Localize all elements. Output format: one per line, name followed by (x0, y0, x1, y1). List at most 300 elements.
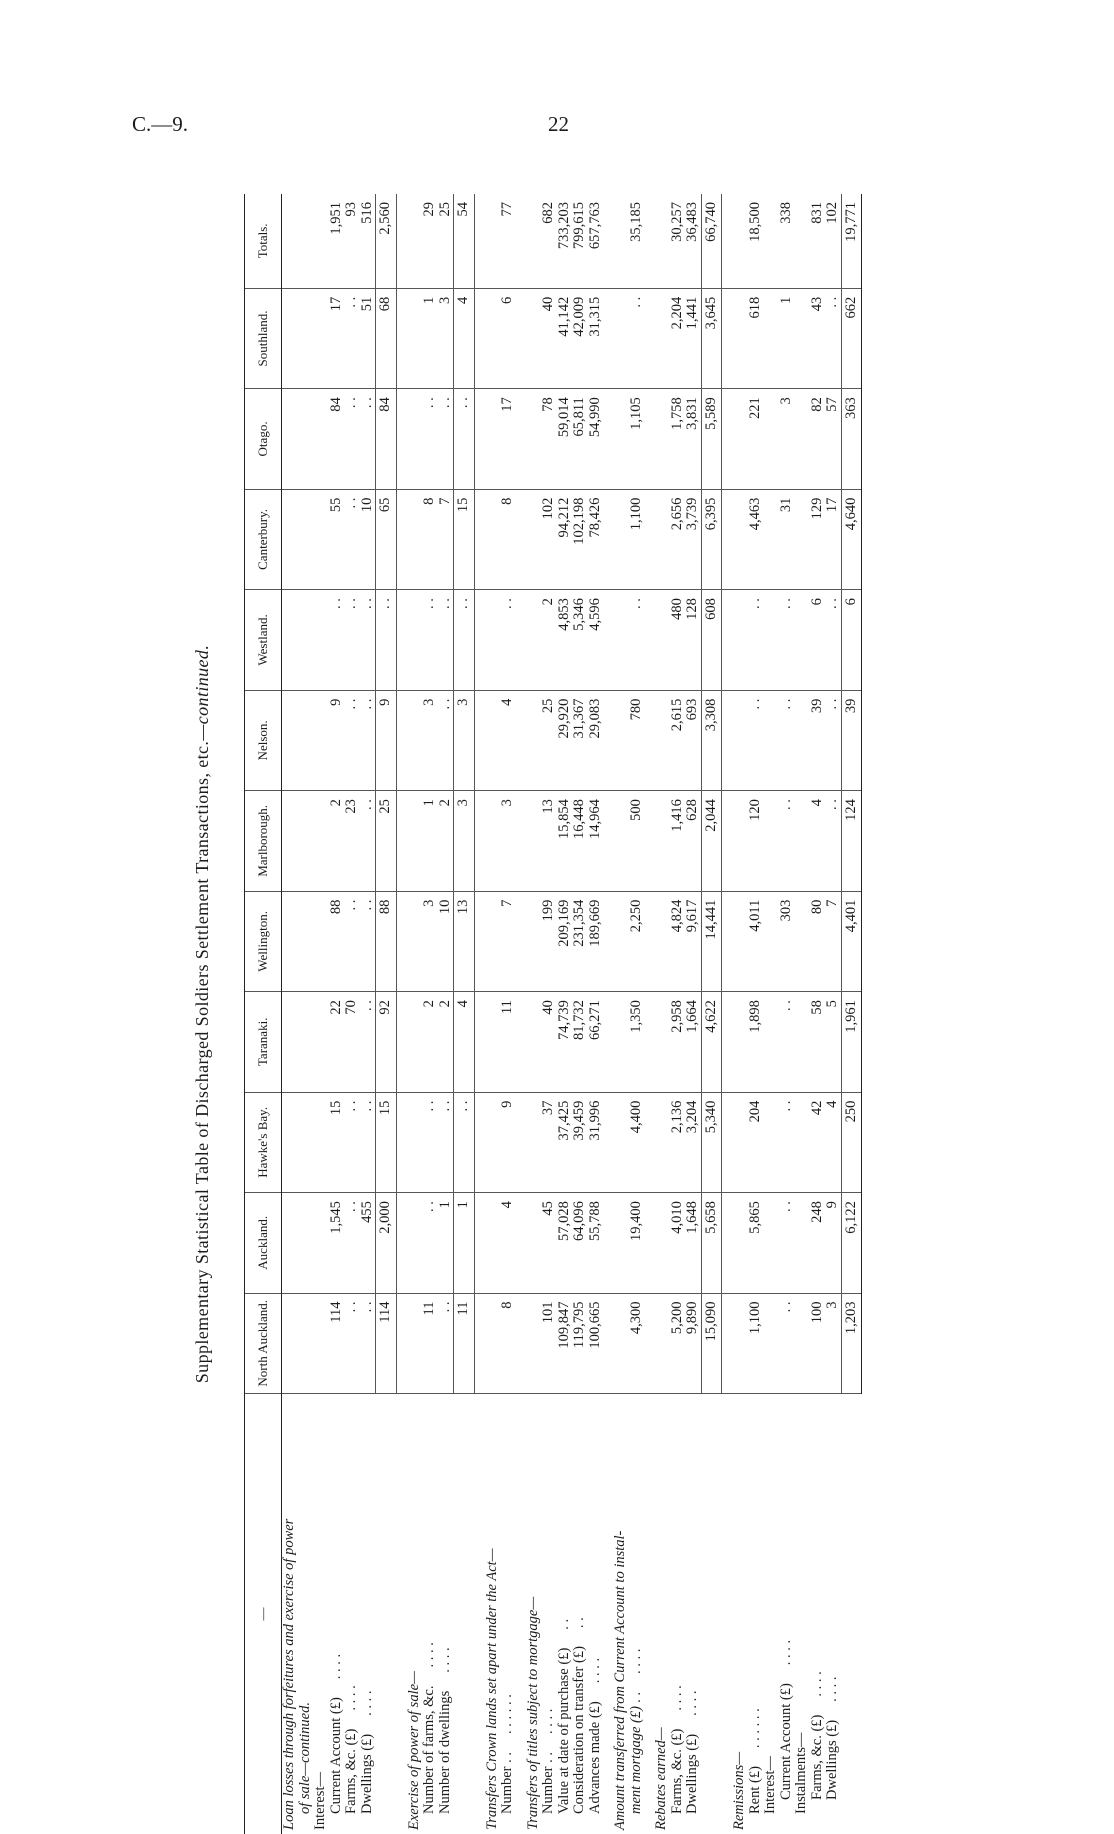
value-cell: . . (360, 891, 376, 991)
value-cell: 780 (629, 690, 645, 790)
value-cell: 693 (685, 690, 701, 790)
value-cell: 15 (454, 489, 475, 589)
empty-cell (654, 891, 670, 991)
row-label-text: Amount transferred from Current Account to instal- (612, 1530, 628, 1830)
column-header: Taranaki. (245, 992, 282, 1092)
value-cell: 2,204 (670, 288, 686, 388)
empty-cell (794, 1193, 810, 1293)
total-cell: 29 (422, 194, 438, 288)
value-cell: . . (779, 1293, 795, 1393)
value-cell: 3 (454, 791, 475, 891)
value-cell: 10 (360, 489, 376, 589)
section-heading-row (298, 194, 314, 1834)
value-cell: 628 (685, 791, 701, 891)
value-cell: 80 (810, 891, 826, 991)
value-cell: 120 (748, 791, 764, 891)
value-cell: . . (779, 992, 795, 1092)
value-cell: 4,596 (588, 590, 604, 690)
leader-dots: . . . . (436, 1647, 453, 1673)
row-label (779, 1394, 795, 1834)
leader-dots: . . . . (586, 1657, 603, 1684)
empty-cell (282, 891, 298, 991)
empty-cell (313, 590, 329, 690)
value-cell: 2 (422, 992, 438, 1092)
row-label (485, 1394, 501, 1834)
table-row (541, 194, 557, 1834)
rotated-table-block (192, 194, 952, 1834)
value-cell: 1,100 (629, 489, 645, 589)
value-cell: 9,890 (685, 1293, 701, 1393)
empty-cell (732, 1293, 748, 1393)
value-cell: 114 (329, 1293, 345, 1393)
total-cell: 733,203 (557, 194, 573, 288)
empty-cell (654, 791, 670, 891)
value-cell: 64,096 (572, 1193, 588, 1293)
value-cell: 124 (841, 791, 862, 891)
table-row (779, 194, 795, 1834)
value-cell: 3,645 (701, 288, 722, 388)
empty-cell (526, 194, 542, 288)
leader-dots: . . . . (777, 1639, 794, 1666)
value-cell: 3 (454, 690, 475, 790)
empty-cell (763, 992, 779, 1092)
value-cell: . . (344, 1193, 360, 1293)
empty-cell (526, 489, 542, 589)
value-cell: 84 (329, 389, 345, 489)
value-cell: . . (360, 690, 376, 790)
empty-cell (485, 690, 501, 790)
empty-cell (298, 992, 314, 1092)
table-row (438, 194, 454, 1834)
value-cell: 55,788 (588, 1193, 604, 1293)
table-title-main: Supplementary Statistical Table of Discharged Soldiers Settlement Transactions, etc. (192, 740, 212, 1384)
value-cell: 189,669 (588, 891, 604, 991)
row-label (588, 1394, 604, 1834)
value-cell: 7 (825, 891, 841, 991)
value-cell: 15,090 (701, 1293, 722, 1393)
row-label-text: Rent (£) (746, 1766, 763, 1814)
value-cell: . . (344, 590, 360, 690)
value-cell: 37,425 (557, 1092, 573, 1192)
value-cell: 500 (629, 791, 645, 891)
value-cell: . . (500, 590, 516, 690)
empty-cell (282, 992, 298, 1092)
value-cell: 4 (500, 1193, 516, 1293)
empty-cell (407, 194, 423, 288)
value-cell: 209,169 (557, 891, 573, 991)
empty-cell (526, 791, 542, 891)
empty-cell (407, 992, 423, 1092)
total-cell: 54 (454, 194, 475, 288)
value-cell: 8 (422, 489, 438, 589)
section-heading-row (485, 194, 501, 1834)
total-cell: 657,763 (588, 194, 604, 288)
value-cell: 4,640 (841, 489, 862, 589)
empty-cell (485, 891, 501, 991)
empty-cell (298, 891, 314, 991)
value-cell: 662 (841, 288, 862, 388)
value-cell: . . (360, 992, 376, 1092)
row-label-text: Value at date of purchase (£) (555, 1647, 572, 1814)
empty-cell (407, 288, 423, 388)
value-cell: 8 (500, 489, 516, 589)
row-label-text: Number . . (540, 1751, 556, 1814)
value-cell: 1,203 (841, 1293, 862, 1393)
value-cell: . . (629, 288, 645, 388)
value-cell: 3 (422, 891, 438, 991)
empty-cell (526, 288, 542, 388)
value-cell: 14,964 (588, 791, 604, 891)
value-cell: 31,315 (588, 288, 604, 388)
empty-cell (485, 791, 501, 891)
value-cell: 1,898 (748, 992, 764, 1092)
empty-cell (298, 1293, 314, 1393)
total-cell: 2,560 (376, 194, 397, 288)
value-cell: 2,044 (701, 791, 722, 891)
row-label-text: Rebates earned— (653, 1727, 669, 1830)
table-row (572, 194, 588, 1834)
empty-cell (654, 690, 670, 790)
empty-cell (526, 590, 542, 690)
value-cell: 1,648 (685, 1193, 701, 1293)
value-cell: 4 (500, 690, 516, 790)
value-cell: . . (422, 590, 438, 690)
value-cell: 2,656 (670, 489, 686, 589)
value-cell: 608 (701, 590, 722, 690)
empty-cell (763, 1293, 779, 1393)
value-cell: 39,459 (572, 1092, 588, 1192)
column-header: Wellington. (245, 891, 282, 991)
empty-cell (613, 489, 629, 589)
empty-cell (407, 590, 423, 690)
empty-cell (282, 791, 298, 891)
column-header: Auckland. (245, 1193, 282, 1293)
value-cell: 39 (841, 690, 862, 790)
row-label (748, 1394, 764, 1834)
table-row (825, 194, 841, 1834)
value-cell: 3,739 (685, 489, 701, 589)
empty-cell (526, 891, 542, 991)
value-cell: 6 (841, 590, 862, 690)
row-label-text: Farms, &c. (£) (668, 1728, 685, 1814)
row-label (629, 1394, 645, 1834)
row-label-text: Dwellings (£) (684, 1733, 700, 1814)
value-cell: 4,010 (670, 1193, 686, 1293)
value-cell: 15 (376, 1092, 397, 1192)
empty-cell (526, 992, 542, 1092)
empty-cell (526, 1293, 542, 1393)
empty-cell (613, 288, 629, 388)
statistics-table (244, 194, 862, 1834)
value-cell: 31 (779, 489, 795, 589)
empty-cell (794, 288, 810, 388)
empty-cell (763, 891, 779, 991)
value-cell: 129 (810, 489, 826, 589)
leader-dots: . . . . (808, 1671, 825, 1697)
row-label-text: Current Account (£) (327, 1697, 344, 1814)
column-header: Marlborough. (245, 791, 282, 891)
empty-cell (732, 1193, 748, 1293)
empty-cell (407, 891, 423, 991)
value-cell: 7 (500, 891, 516, 991)
empty-cell (298, 791, 314, 891)
empty-cell (526, 690, 542, 790)
row-label (376, 1394, 397, 1834)
leader-dots: . . (571, 1617, 587, 1629)
spacer-row (516, 194, 526, 1834)
section-heading-row (313, 194, 329, 1834)
value-cell: 57 (825, 389, 841, 489)
empty-cell (526, 1092, 542, 1192)
value-cell: 4,401 (841, 891, 862, 991)
empty-cell (282, 690, 298, 790)
row-label (825, 1394, 841, 1834)
leader-dots: . . . . (668, 1685, 685, 1711)
row-label-text: Number of dwellings (436, 1690, 453, 1814)
empty-cell (794, 194, 810, 288)
empty-cell (654, 1193, 670, 1293)
value-cell: 1 (422, 791, 438, 891)
value-cell: 55 (329, 489, 345, 589)
row-label-text: Interest— (312, 1772, 328, 1830)
table-body (282, 194, 862, 1834)
value-cell: 455 (360, 1193, 376, 1293)
leader-dots: . . (555, 1618, 572, 1630)
value-cell: . . (329, 590, 345, 690)
value-cell: 42,009 (572, 288, 588, 388)
value-cell: 2 (438, 992, 454, 1092)
value-cell: 2,615 (670, 690, 686, 790)
table-row (557, 194, 573, 1834)
total-cell: 36,483 (685, 194, 701, 288)
value-cell: 4,300 (629, 1293, 645, 1393)
value-cell: 29,920 (557, 690, 573, 790)
value-cell: . . (748, 690, 764, 790)
table-row (500, 194, 516, 1834)
empty-cell (282, 489, 298, 589)
row-label (454, 1394, 475, 1834)
value-cell: 65,811 (572, 389, 588, 489)
value-cell: 16,448 (572, 791, 588, 891)
value-cell: 42 (810, 1092, 826, 1192)
value-cell: . . (344, 1092, 360, 1192)
empty-cell (407, 791, 423, 891)
empty-cell (407, 389, 423, 489)
value-cell: 54,990 (588, 389, 604, 489)
row-label (282, 1394, 298, 1834)
row-label (360, 1394, 376, 1834)
empty-cell (763, 389, 779, 489)
row-label (422, 1394, 438, 1834)
value-cell: 3 (500, 791, 516, 891)
value-cell: . . (344, 489, 360, 589)
value-cell: 9 (825, 1193, 841, 1293)
value-cell: 109,847 (557, 1293, 573, 1393)
value-cell: 5,865 (748, 1193, 764, 1293)
table-title (192, 194, 226, 1834)
value-cell: 363 (841, 389, 862, 489)
value-cell: . . (422, 389, 438, 489)
value-cell: 22 (329, 992, 345, 1092)
empty-cell (485, 1293, 501, 1393)
empty-cell (485, 1193, 501, 1293)
empty-cell (485, 590, 501, 690)
value-cell: 11 (454, 1293, 475, 1393)
empty-cell (407, 489, 423, 589)
row-label (298, 1394, 314, 1834)
value-cell: . . (825, 690, 841, 790)
empty-cell (613, 992, 629, 1092)
empty-cell (313, 489, 329, 589)
empty-cell (732, 389, 748, 489)
value-cell: 9 (500, 1092, 516, 1192)
value-cell: . . (438, 389, 454, 489)
empty-cell (485, 489, 501, 589)
value-cell: . . (779, 791, 795, 891)
value-cell: 13 (541, 791, 557, 891)
section-heading-row (654, 194, 670, 1834)
section-heading-row (407, 194, 423, 1834)
row-label-text: ment mortgage (£) . . (627, 1691, 644, 1814)
empty-cell (298, 1092, 314, 1192)
empty-cell (313, 891, 329, 991)
value-cell: 6,122 (841, 1193, 862, 1293)
empty-cell (313, 1092, 329, 1192)
empty-cell (763, 1193, 779, 1293)
row-label-text: Number . . (499, 1751, 515, 1814)
value-cell: 31,367 (572, 690, 588, 790)
row-label (541, 1394, 557, 1834)
row-label-text: Transfers of titles subject to mortgage— (524, 1596, 541, 1830)
value-cell: . . (360, 1293, 376, 1393)
empty-cell (613, 791, 629, 891)
value-cell: 3 (779, 389, 795, 489)
value-cell: 3,204 (685, 1092, 701, 1192)
value-cell: 1,441 (685, 288, 701, 388)
value-cell: 5,200 (670, 1293, 686, 1393)
empty-cell (794, 590, 810, 690)
value-cell: 58 (810, 992, 826, 1092)
leader-dots: . . . . (824, 1676, 840, 1702)
value-cell: . . (360, 791, 376, 891)
row-label-text: Advances made (£) (586, 1701, 603, 1814)
leader-dots: . . . . (684, 1690, 700, 1716)
value-cell: . . (438, 590, 454, 690)
leader-dots: . . . . . . (746, 1708, 763, 1749)
row-label (572, 1394, 588, 1834)
column-header: Southland. (245, 288, 282, 388)
value-cell: 2,000 (376, 1193, 397, 1293)
total-cell: 799,615 (572, 194, 588, 288)
value-cell: 2,136 (670, 1092, 686, 1192)
value-cell: . . (454, 389, 475, 489)
value-cell: 43 (810, 288, 826, 388)
empty-cell (654, 194, 670, 288)
total-cell: 19,771 (841, 194, 862, 288)
value-cell: 102,198 (572, 489, 588, 589)
empty-cell (407, 1293, 423, 1393)
value-cell: 74,739 (557, 992, 573, 1092)
value-cell: 14,441 (701, 891, 722, 991)
value-cell: 1 (779, 288, 795, 388)
row-label-text: Farms, &c. (£) (808, 1714, 825, 1800)
section-heading-row (794, 194, 810, 1834)
empty-cell (732, 1092, 748, 1192)
value-cell: 4,400 (629, 1092, 645, 1192)
empty-cell (654, 590, 670, 690)
table-title-continued: —continued. (192, 644, 212, 741)
value-cell: 231,354 (572, 891, 588, 991)
value-cell: 6,395 (701, 489, 722, 589)
subtotal-row (841, 194, 862, 1834)
value-cell: 1 (454, 1193, 475, 1293)
value-cell: 100,665 (588, 1293, 604, 1393)
empty-cell (313, 1193, 329, 1293)
value-cell: 78,426 (588, 489, 604, 589)
value-cell: 5,658 (701, 1193, 722, 1293)
table-row (588, 194, 604, 1834)
value-cell: . . (422, 1092, 438, 1192)
empty-cell (654, 389, 670, 489)
value-cell: . . (344, 389, 360, 489)
value-cell: 5,346 (572, 590, 588, 690)
value-cell: 8 (500, 1293, 516, 1393)
row-label (685, 1394, 701, 1834)
empty-cell (313, 194, 329, 288)
empty-cell (282, 1193, 298, 1293)
value-cell: 4,622 (701, 992, 722, 1092)
value-cell: . . (779, 1193, 795, 1293)
value-cell: 17 (825, 489, 841, 589)
value-cell: . . (344, 690, 360, 790)
value-cell: 25 (376, 791, 397, 891)
value-cell: . . (360, 590, 376, 690)
value-cell: 4,011 (748, 891, 764, 991)
empty-cell (732, 690, 748, 790)
empty-cell (763, 1092, 779, 1192)
section-heading-row (526, 194, 542, 1834)
value-cell: . . (825, 590, 841, 690)
value-cell: . . (422, 1193, 438, 1293)
row-label (732, 1394, 748, 1834)
value-cell: 94,212 (557, 489, 573, 589)
value-cell: . . (454, 1092, 475, 1192)
subtotal-row (701, 194, 722, 1834)
total-cell: 93 (344, 194, 360, 288)
value-cell: . . (344, 891, 360, 991)
column-header: Nelson. (245, 690, 282, 790)
empty-cell (654, 489, 670, 589)
row-label-text: Remissions— (731, 1751, 747, 1830)
empty-cell (613, 891, 629, 991)
value-cell: 5,340 (701, 1092, 722, 1192)
value-cell: 17 (500, 389, 516, 489)
subtotal-row (376, 194, 397, 1834)
empty-cell (298, 288, 314, 388)
row-label (613, 1394, 629, 1834)
empty-cell (613, 1293, 629, 1393)
empty-cell (794, 992, 810, 1092)
value-cell: 2,250 (629, 891, 645, 991)
value-cell: 102 (541, 489, 557, 589)
total-cell: 682 (541, 194, 557, 288)
value-cell: 29,083 (588, 690, 604, 790)
section-heading-row (613, 194, 629, 1834)
empty-cell (313, 288, 329, 388)
total-cell: 102 (825, 194, 841, 288)
column-header: Canterbury. (245, 489, 282, 589)
empty-cell (526, 389, 542, 489)
